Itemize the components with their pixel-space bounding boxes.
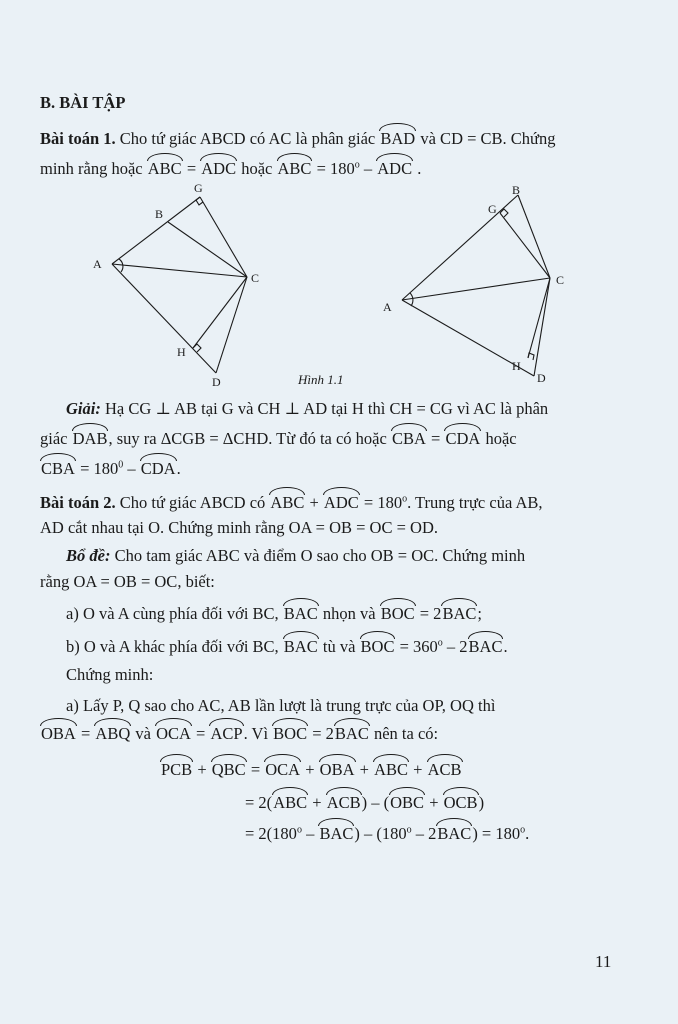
- angle-DAB: DAB: [72, 429, 108, 448]
- angle-CBA: CBA: [391, 429, 426, 448]
- text: .: [176, 459, 181, 478]
- text: hoặc: [237, 159, 277, 178]
- text: Cho tam giác ABC và điểm O sao cho OB = OC. Chứng minh: [110, 546, 526, 565]
- text: –: [359, 159, 377, 178]
- text: ) – (180: [354, 824, 407, 843]
- text: .: [503, 637, 508, 656]
- section-title: B. BÀI TẬP: [40, 93, 126, 112]
- angle-ABC: ABC: [273, 793, 308, 812]
- label-H-left: H: [177, 345, 186, 359]
- text: .: [525, 824, 530, 843]
- text: = 180: [312, 159, 355, 178]
- text: nhọn và: [318, 604, 380, 623]
- solution-1-line-3: [40, 458, 630, 480]
- figure-caption: Hình 1.1: [298, 372, 344, 387]
- problem-2-line-1: [40, 492, 630, 514]
- text: nên ta có:: [369, 724, 439, 743]
- lemma-case-b: [66, 636, 656, 658]
- angle-ABC: ABC: [270, 493, 305, 512]
- angle-PCB: PCB: [161, 760, 193, 779]
- label-C-left: C: [251, 271, 260, 285]
- solution-1-line-2: [40, 428, 630, 450]
- text: = 2(: [245, 793, 273, 812]
- label-D-left: D: [212, 375, 221, 389]
- page-number: 11: [595, 952, 612, 971]
- text: – 2: [411, 824, 437, 843]
- text: a) O và A cùng phía đối với BC,: [66, 604, 283, 623]
- text: minh rằng hoặc: [40, 159, 147, 178]
- text: =: [246, 760, 265, 779]
- angle-ACB: ACB: [427, 760, 462, 779]
- text: = 2: [308, 724, 334, 743]
- text: – 2: [442, 637, 468, 656]
- angle-OCB: OCB: [443, 793, 478, 812]
- text: ;: [477, 604, 482, 623]
- proof-a-line-2: [40, 723, 630, 745]
- problem-2-label: Bài toán 2.: [40, 493, 116, 512]
- angle-CDA: CDA: [140, 459, 176, 478]
- text: , suy ra ΔCGB = ΔCHD. Từ đó ta có hoặc: [108, 429, 391, 448]
- text: Cho tứ giác ABCD có AC là phân giác: [115, 129, 380, 148]
- angle-BAC: BAC: [468, 637, 503, 656]
- angle-BAC: BAC: [283, 604, 318, 623]
- problem-1-line-1: [40, 128, 630, 150]
- text: tù và: [318, 637, 360, 656]
- angle-CDA: CDA: [445, 429, 481, 448]
- angle-ABQ: ABQ: [95, 724, 131, 743]
- degree: o: [406, 824, 412, 836]
- label-G-left: G: [194, 181, 203, 195]
- angle-ACP: ACP: [210, 724, 243, 743]
- angle-BAC: BAC: [437, 824, 472, 843]
- degree: o: [354, 159, 360, 171]
- text: +: [308, 793, 326, 812]
- angle-BOC: BOC: [380, 604, 415, 623]
- text: = 2(180: [245, 824, 297, 843]
- angle-QBC: QBC: [211, 760, 246, 779]
- label-C-right: C: [556, 273, 565, 287]
- text: +: [301, 760, 319, 779]
- label-B-right: B: [512, 183, 521, 197]
- text: = 180: [359, 493, 403, 512]
- label-G-right: G: [488, 202, 497, 216]
- angle-OBA: OBA: [319, 760, 355, 779]
- lemma-label: Bổ đề:: [66, 546, 111, 565]
- angle-BOC: BOC: [360, 637, 395, 656]
- angle-OCA: OCA: [156, 724, 191, 743]
- text: ) – (: [361, 793, 390, 812]
- proof-label: Chứng minh:: [66, 665, 154, 684]
- text: hoặc: [481, 429, 517, 448]
- lemma-line-1: [66, 545, 656, 567]
- text: –: [123, 459, 140, 478]
- lemma-case-a: [66, 603, 656, 625]
- degree: o: [402, 493, 408, 505]
- text: +: [355, 760, 374, 779]
- text: . Vì: [243, 724, 273, 743]
- angle-BAC: BAC: [442, 604, 477, 623]
- angle-ABC: ABC: [277, 159, 312, 178]
- text: = 2: [415, 604, 442, 623]
- text: =: [182, 159, 201, 178]
- degree: 0: [118, 459, 124, 471]
- figure-1-1: [0, 180, 678, 395]
- equation-row-2: [245, 792, 678, 814]
- angle-BAC: BAC: [334, 724, 369, 743]
- problem-1-line-2: [40, 158, 630, 180]
- equation-row-3: [245, 823, 678, 845]
- text: b) O và A khác phía đối với BC,: [66, 637, 283, 656]
- problem-2-line-2: AD cắt nhau tại O. Chứng minh rằng OA = OB = OC = OD.: [40, 518, 438, 537]
- angle-ABC: ABC: [374, 760, 408, 779]
- text: ) = 180: [472, 824, 521, 843]
- angle-ADC: ADC: [201, 159, 237, 178]
- solution-1-line-1: [66, 398, 656, 420]
- text: +: [409, 760, 427, 779]
- angle-OBA: OBA: [41, 724, 76, 743]
- degree: o: [520, 824, 526, 836]
- text: và: [131, 724, 156, 743]
- text: . Trung trực của AB,: [407, 493, 543, 512]
- text: .: [413, 159, 422, 178]
- angle-BAD: BAD: [380, 129, 416, 148]
- angle-BOC: BOC: [273, 724, 308, 743]
- equation-row-1: [160, 759, 678, 781]
- angle-OBC: OBC: [390, 793, 425, 812]
- angle-ACB: ACB: [326, 793, 361, 812]
- angle-ADC: ADC: [323, 493, 359, 512]
- text: = 360: [395, 637, 438, 656]
- angle-ADC: ADC: [377, 159, 413, 178]
- degree: o: [296, 824, 302, 836]
- angle-BAC: BAC: [319, 824, 354, 843]
- label-D-right: D: [537, 371, 546, 385]
- label-H-right: H: [512, 359, 521, 373]
- text: = 180: [75, 459, 119, 478]
- label-B-left: B: [155, 207, 164, 221]
- text: +: [425, 793, 443, 812]
- lemma-line-2: rằng OA = OB = OC, biết:: [40, 572, 215, 591]
- text: Hạ CG ⊥ AB tại G và CH ⊥ AD tại H thì CH = CG vì AC là phân: [100, 399, 549, 418]
- text: =: [426, 429, 445, 448]
- text: ): [478, 793, 485, 812]
- text: giác: [40, 429, 72, 448]
- angle-BAC: BAC: [283, 637, 318, 656]
- proof-a-line-1: a) Lấy P, Q sao cho AC, AB lần lượt là trung trực của OP, OQ thì: [66, 696, 496, 715]
- text: =: [76, 724, 95, 743]
- text: +: [193, 760, 211, 779]
- degree: o: [437, 637, 443, 649]
- angle-OCA: OCA: [265, 760, 301, 779]
- text: –: [301, 824, 319, 843]
- angle-CBA: CBA: [41, 459, 75, 478]
- problem-1-label: Bài toán 1.: [40, 129, 116, 148]
- solution-label: Giải:: [66, 399, 101, 418]
- text: Cho tứ giác ABCD có: [115, 493, 270, 512]
- text: =: [191, 724, 210, 743]
- label-A-right: A: [383, 300, 392, 314]
- angle-ABC: ABC: [147, 159, 182, 178]
- label-A-left: A: [93, 257, 102, 271]
- text: và CD = CB. Chứng: [416, 129, 556, 148]
- text: +: [305, 493, 323, 512]
